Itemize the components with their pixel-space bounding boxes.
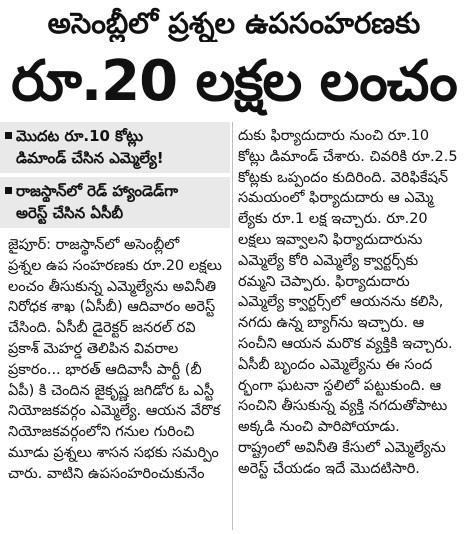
- highlight-line: రాజస్థాన్‌లో రెడ్ హ్యాండెడ్‌గా: [16, 182, 179, 200]
- article-line: నియోజకవర్గంలోని గనుల గురించి: [8, 424, 195, 441]
- article-line: ప్రకారం... భారత్ ఆదివాసీ పార్టీ (బీ: [8, 361, 202, 378]
- article-line: జైపూర్: రాజస్థాన్‌లో అసెంబ్లీలో: [8, 237, 180, 253]
- article-line: ప్రశ్నల ఉప సంహరణకు రూ.20 లక్షలు: [8, 257, 222, 274]
- article-line: చేసింది. ఏసీబీ డైరెక్టర్ జనరల్ రవి: [8, 320, 196, 337]
- kicker-headline: అసెంబ్లీలో ప్రశ్నల ఉపసంహరణకు: [47, 6, 421, 40]
- article-line: లక్షలు ఇవ్వాలని ఫిర్యాదుదారును: [238, 231, 423, 248]
- square-bullet-icon: [5, 132, 12, 139]
- article-line: సంచిని తీసుకున్న వ్యక్తి నగదుతోపాటు: [238, 398, 448, 415]
- article-line: సంచీని ఆయన మరొక వ్యక్తికి ఇచ్చారు.: [238, 335, 453, 352]
- article-line: చారు. వాటిని ఉపసంహరించుకునేం: [8, 465, 205, 482]
- article-column-right: [238, 126, 464, 480]
- article-line: ఏపీ) కి చెందిన జైకృష్ణ జగిడోర ఓ ఎస్టీ: [8, 382, 215, 399]
- article-line: ఎమ్మెల్యే కోరి ఎమ్మెల్యే క్వార్టర్స్‌కు: [238, 252, 419, 269]
- article-line: దుకు ఫిర్యాదుదారు నుంచి రూ.10: [238, 128, 430, 144]
- column-divider: [232, 122, 233, 530]
- article-column-left: [8, 235, 230, 485]
- article-line: ర్భంగా ఘటనా స్థలిలో పట్టుకుంది. ఆ: [238, 377, 442, 394]
- article-line: రమ్మని చెప్పారు. ఫిర్యాదుదారు: [238, 273, 410, 290]
- highlight-item: [0, 122, 230, 173]
- highlights-box: [0, 122, 230, 232]
- article-line: అరెస్ట్ చేయడం ఇదే మొదటిసారి.: [238, 460, 420, 477]
- highlight-line: మొదట రూ.10 కోట్లు: [16, 127, 144, 145]
- article-line: నగదు ఉన్న బ్యాగ్‌ను ఇచ్చారు. ఆ: [238, 315, 425, 332]
- article-line: రాష్ట్రంలో అవినీతి కేసులో ఎమ్మెల్యేను: [238, 439, 446, 456]
- article-line: నిరోధక శాఖ (ఏసీబీ) ఆదివారం అరెస్ట్: [8, 299, 216, 316]
- highlight-item: [0, 177, 230, 228]
- highlight-line: డిమాండ్ చేసిన ఎమ్మెల్యే!: [16, 149, 164, 167]
- article-line: లంచం తీసుకున్న ఎమ్మెల్యేను అవినీతి: [8, 278, 217, 295]
- article-line: ఎమ్మెల్యే క్వార్టర్స్‌లో ఆయనను కలిసి,: [238, 294, 444, 311]
- article-line: కోట్లు డిమాండ్ చేశారు. చివరికి రూ.2.5: [238, 148, 458, 165]
- article-line: ఏసీబీ బృందం ఎమ్మెల్యేను ఈ సంద: [238, 356, 433, 373]
- article-line: ప్రకాశ్ మెహర్డ తెలిపిన వివరాల: [8, 340, 179, 357]
- article-line: ల్యేకు రూ.1 లక్ష ఇచ్చారు. రూ.20: [238, 211, 428, 228]
- article-line: కోట్లకు ఒప్పందం కుదిరింది. వెరిఫికేషన్: [238, 169, 449, 186]
- highlight-line: అరెస్ట్ చేసిన ఏసీబీ: [16, 204, 124, 222]
- square-bullet-icon: [5, 187, 12, 194]
- article-line: నియోజకవర్గం ఎమ్మెల్యే. ఆయన వేరొక: [8, 403, 221, 420]
- main-headline: రూ.20 లక్షల లంచం: [11, 49, 457, 114]
- article-line: మూడు ప్రశ్నలు శాసన సభకు సమర్పిం: [8, 444, 219, 461]
- article-line: సమయంలో ఫిర్యాదుదారు ఆ ఎమ్మె: [238, 190, 434, 207]
- article-line: అక్కడి నుంచి పారిపోయాడు.: [238, 419, 400, 436]
